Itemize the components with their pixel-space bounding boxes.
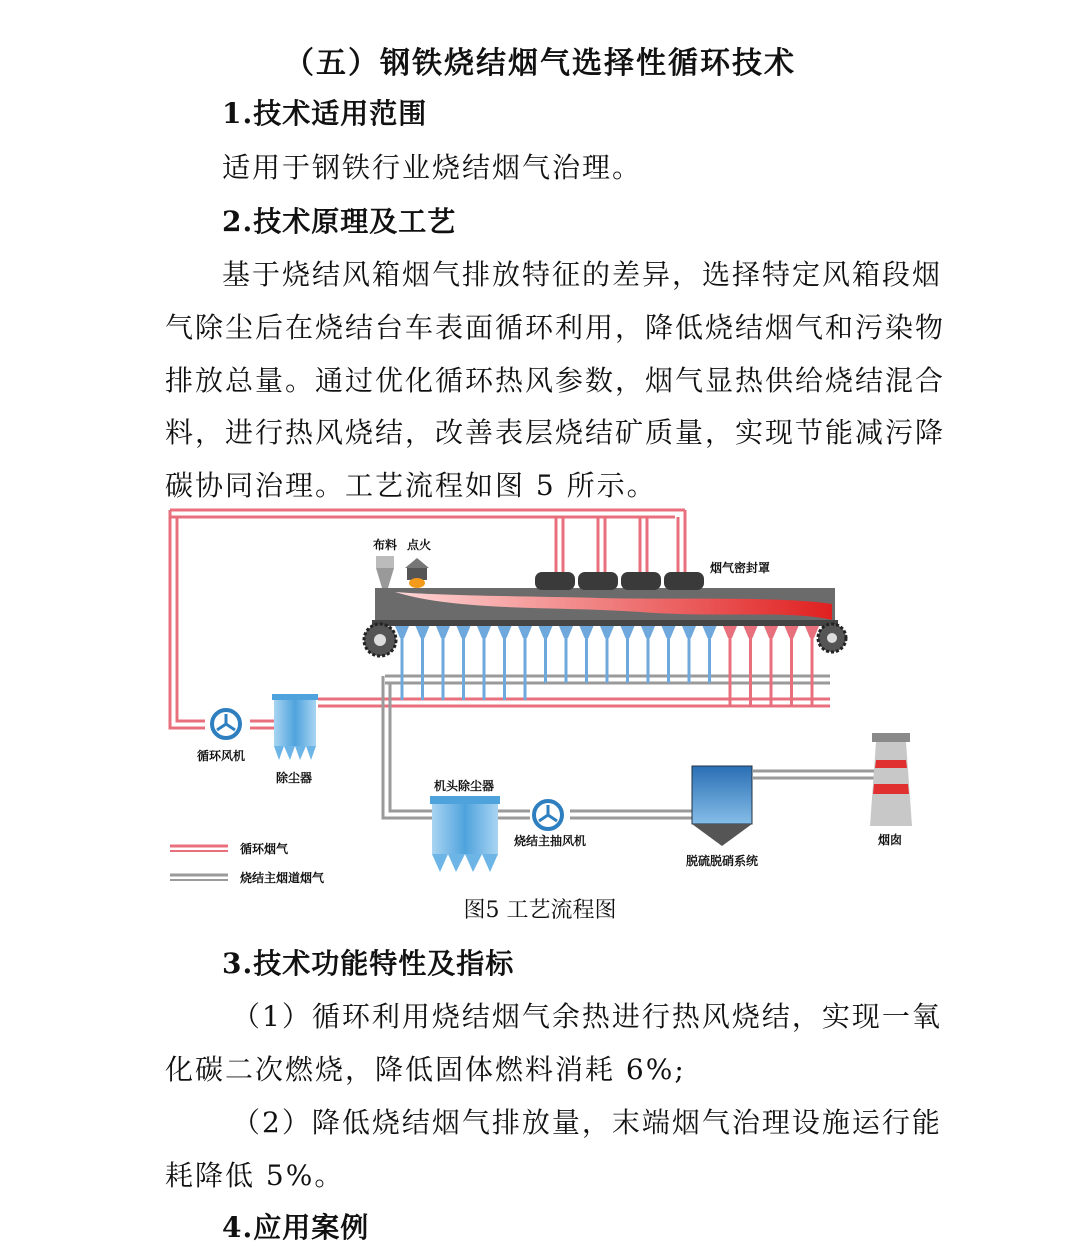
windbox-group — [395, 626, 819, 706]
windbox-pipe — [790, 638, 793, 706]
label-ignition: 点火 — [407, 538, 432, 552]
section-heading-scope: 1.技术适用范围 — [222, 97, 428, 130]
figure-caption: 图5 工艺流程图 — [463, 898, 617, 923]
windbox-pipe — [421, 638, 424, 700]
windbox-hopper — [395, 626, 409, 638]
windbox-hopper — [785, 626, 799, 638]
label-chimney: 烟囱 — [878, 833, 903, 847]
windbox-hopper — [518, 626, 532, 638]
windbox-pipe — [524, 638, 527, 700]
windbox-pipe — [462, 638, 465, 700]
section-heading-principle: 2.技术原理及工艺 — [222, 205, 457, 238]
windbox-hopper — [662, 626, 676, 638]
windbox-pipe — [401, 638, 404, 700]
chimney — [870, 733, 912, 826]
feature-line-4: 耗降低 5%。 — [165, 1159, 345, 1192]
feature-line-1: （1）循环利用烧结烟气余热进行热风烧结，实现一氧 — [232, 1000, 942, 1033]
windbox-hopper — [621, 626, 635, 638]
windbox-pipe — [667, 638, 670, 683]
windbox-pipe — [749, 638, 752, 706]
windbox-hopper — [764, 626, 778, 638]
windbox-hopper — [498, 626, 512, 638]
windbox-pipe — [483, 638, 486, 700]
feature-line-2: 化碳二次燃烧，降低固体燃料消耗 6%; — [165, 1053, 686, 1086]
feature-line-3: （2）降低烧结烟气排放量，末端烟气治理设施运行能 — [232, 1106, 942, 1139]
legend-recycle-label: 循环烟气 — [240, 842, 289, 856]
windbox-hopper — [539, 626, 553, 638]
windbox-pipe — [565, 638, 568, 683]
process-flow-diagram — [160, 500, 920, 890]
principle-line-4: 料，进行热风烧结，改善表层烧结矿质量，实现节能减污降 — [165, 416, 946, 449]
windbox-hopper — [416, 626, 430, 638]
windbox-pipe — [708, 638, 711, 683]
windbox-pipe — [585, 638, 588, 683]
windbox-hopper — [703, 626, 717, 638]
windbox-hopper — [723, 626, 737, 638]
windbox-pipe — [626, 638, 629, 683]
windbox-pipe — [606, 638, 609, 683]
windbox-pipe — [442, 638, 445, 700]
feeder-hopper — [376, 556, 394, 588]
windbox-hopper — [682, 626, 696, 638]
main-exhaust-fan — [534, 801, 562, 829]
principle-line-1: 基于烧结风箱烟气排放特征的差异，选择特定风箱段烟 — [222, 258, 943, 291]
label-hood: 烟气密封罩 — [710, 561, 771, 575]
windbox-hopper — [744, 626, 758, 638]
windbox-pipe — [544, 638, 547, 683]
circulating-fan — [212, 710, 240, 738]
label-circ-fan: 循环风机 — [197, 749, 246, 763]
desulfurization-denitrification-system — [692, 766, 752, 846]
page-title: （五）钢铁烧结烟气选择性循环技术 — [284, 46, 796, 81]
windbox-pipe — [647, 638, 650, 683]
windbox-pipe — [688, 638, 691, 683]
principle-line-2: 气除尘后在烧结台车表面循环利用，降低烧结烟气和污染物 — [165, 311, 946, 344]
section-heading-case: 4.应用案例 — [222, 1211, 370, 1244]
windbox-pipe — [729, 638, 732, 706]
label-desulf: 脱硫脱硝系统 — [686, 854, 759, 868]
windbox-pipe — [811, 638, 814, 706]
legend — [170, 841, 325, 885]
label-main-fan: 烧结主抽风机 — [514, 834, 587, 848]
windbox-hopper — [580, 626, 594, 638]
dust-collector — [272, 694, 318, 760]
flue-gas-sealing-hood — [535, 572, 704, 590]
legend-main-duct-label: 烧结主烟道烟气 — [240, 871, 325, 885]
windbox-hopper — [457, 626, 471, 638]
windbox-pipe — [770, 638, 773, 706]
sintering-machine — [364, 588, 846, 656]
windbox-hopper — [559, 626, 573, 638]
section-heading-features: 3.技术功能特性及指标 — [222, 947, 515, 980]
head-dust-collector — [430, 796, 500, 872]
label-feed: 布料 — [373, 538, 398, 552]
windbox-pipe — [503, 638, 506, 700]
principle-line-3: 排放总量。通过优化循环热风参数，烟气显热供给烧结混合 — [165, 364, 946, 397]
windbox-hopper — [477, 626, 491, 638]
ignition-furnace — [405, 558, 429, 588]
windbox-hopper — [641, 626, 655, 638]
windbox-hopper — [600, 626, 614, 638]
label-head-dust-collector: 机头除尘器 — [434, 779, 495, 793]
windbox-hopper — [436, 626, 450, 638]
scope-text: 适用于钢铁行业烧结烟气治理。 — [222, 151, 643, 184]
principle-line-5: 碳协同治理。工艺流程如图 5 所示。 — [165, 469, 657, 502]
label-dust-collector: 除尘器 — [276, 771, 313, 785]
